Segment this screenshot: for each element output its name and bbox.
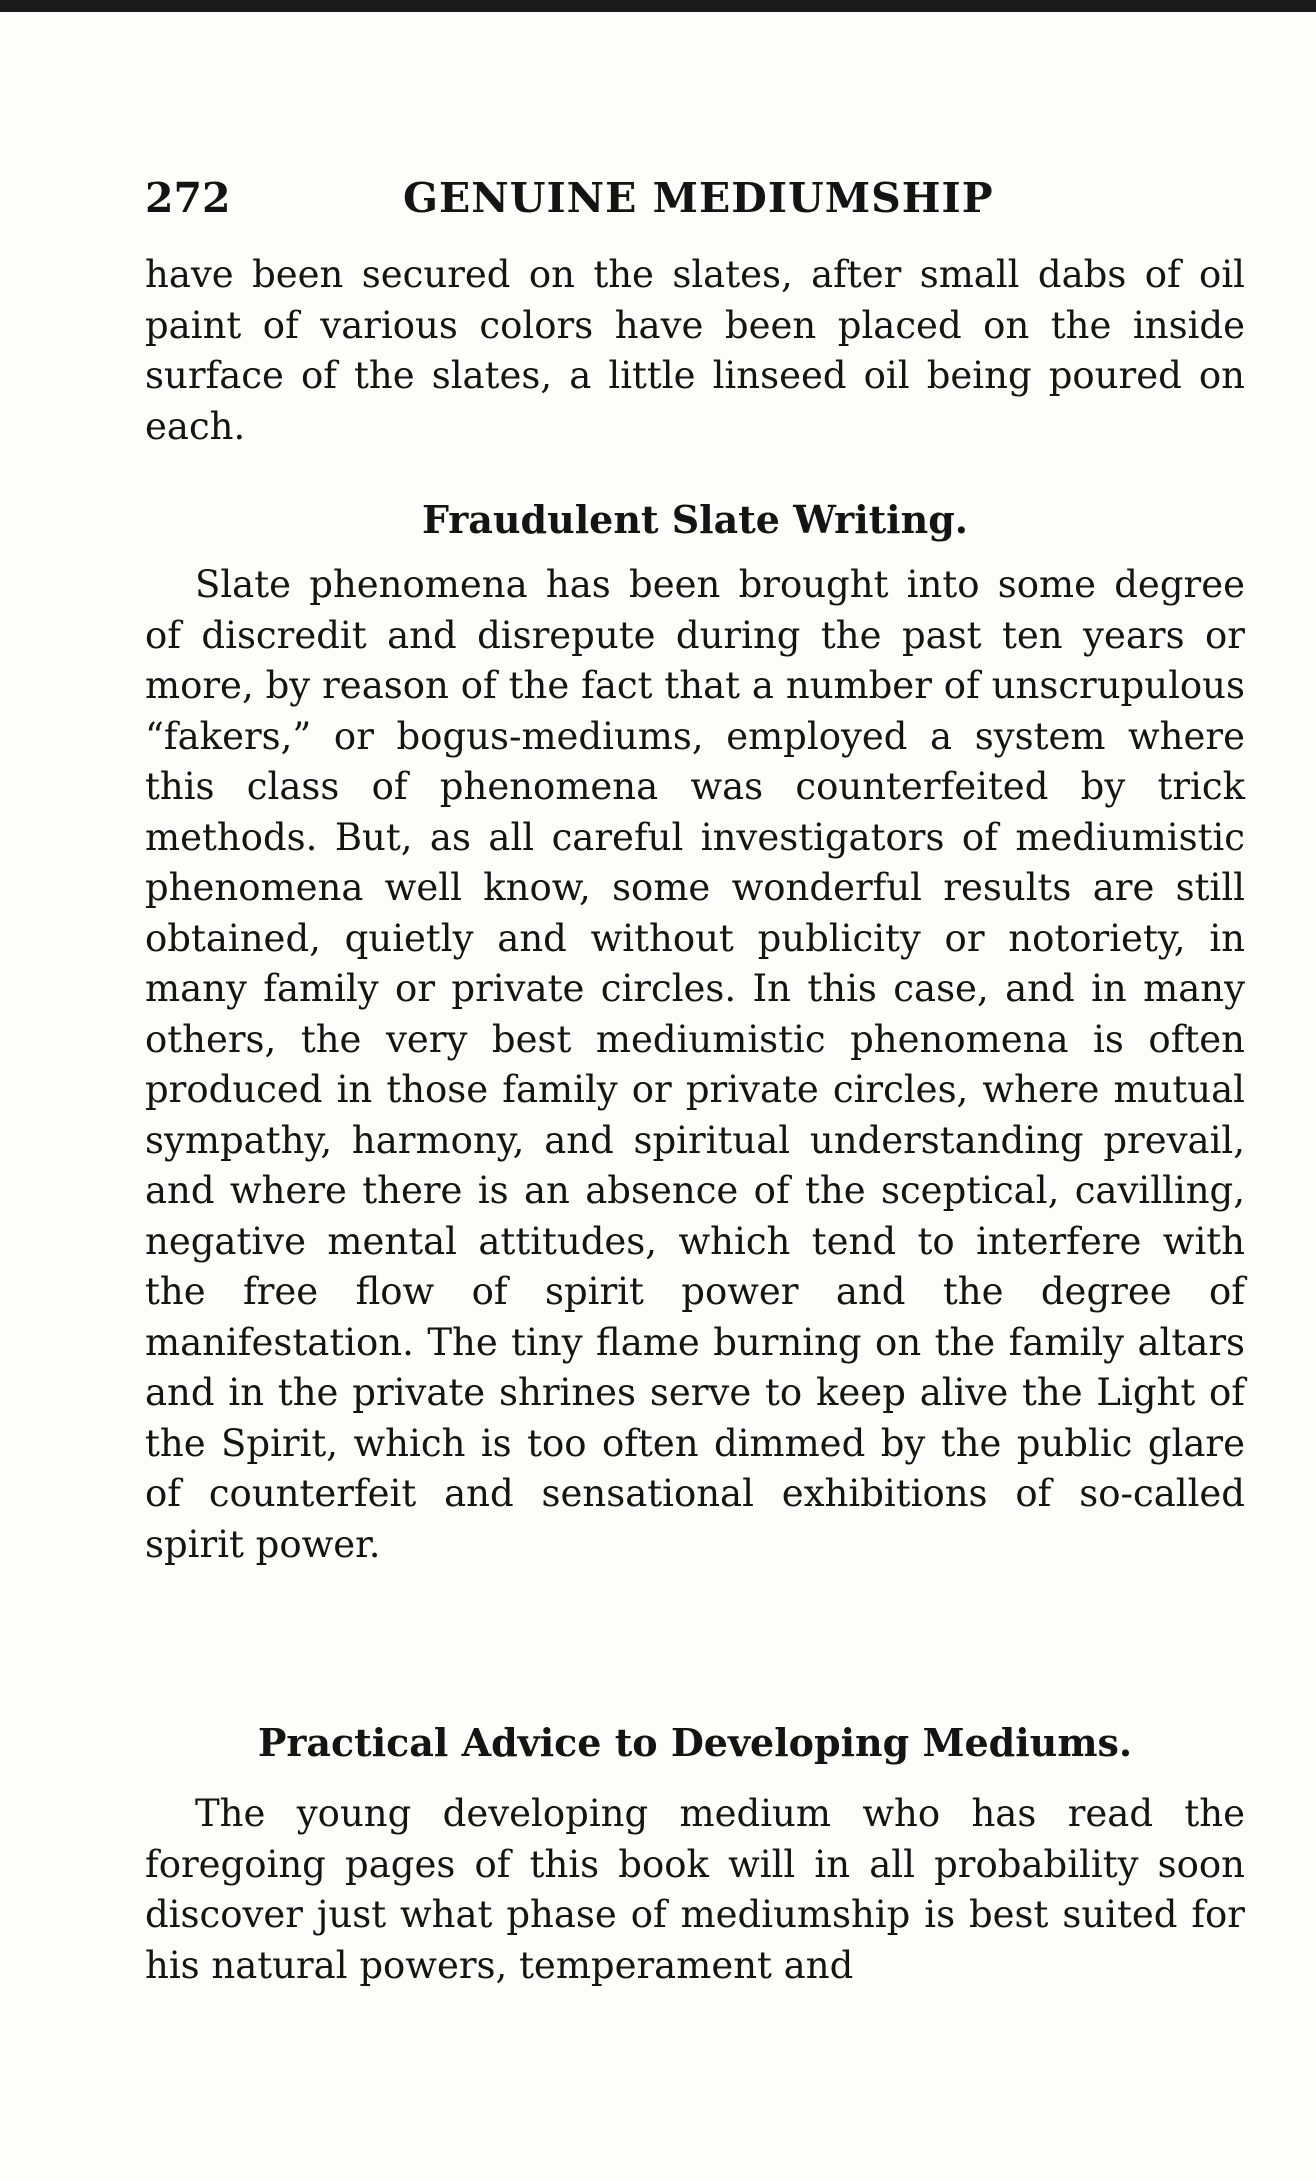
running-head [145,168,1245,228]
paragraph-developing-medium: The young developing medium who has read the foregoing pages of this book will in all probability soon discover just what phase of mediumship is best suited for his natural powers, temperament and [145,1792,1245,1987]
section-heading-fraudulent-slate-writing: Fraudulent Slate Writing. [421,497,969,542]
page-number: 272 [145,174,231,222]
book-title: GENUINE MEDIUMSHIP [403,174,994,222]
section-heading-practical-advice: Practical Advice to Developing Mediums. [257,1720,1133,1765]
paragraph-slate-phenomena: Slate phenomena has been brought into some degree of discredit and disrepute during the past ten years or more, by reason of the fact that a number of unscrupulous “fakers,” or bogus-mediums, employed a system where this class of phenomena was counterfeited by trick methods. But, as all careful investigators of mediumistic phenomena well know, some wonderful results are still obtained, quietly and without publicity or notoriety, in many family or private circles. In this case, and in many others, the very best mediumistic phenomena is often produced in those family or private circles, where mutual sympathy, harmony, and spiritual understanding prevail, and where there is an absence of the sceptical, cavilling, negative mental attitudes, which tend to interfere with the free flow of spirit power and the degree of manifestation. The tiny flame burning on the family altars and in the private shrines serve to keep alive the Light of the Spirit, which is too often dimmed by the public glare of counterfeit and sensational exhibitions of so-called spirit power. [145,563,1245,1566]
paragraph-continuation: have been secured on the slates, after small dabs of oil paint of various colors have been placed on the inside surface of the slates, a little linseed oil being poured on each. [145,253,1245,448]
